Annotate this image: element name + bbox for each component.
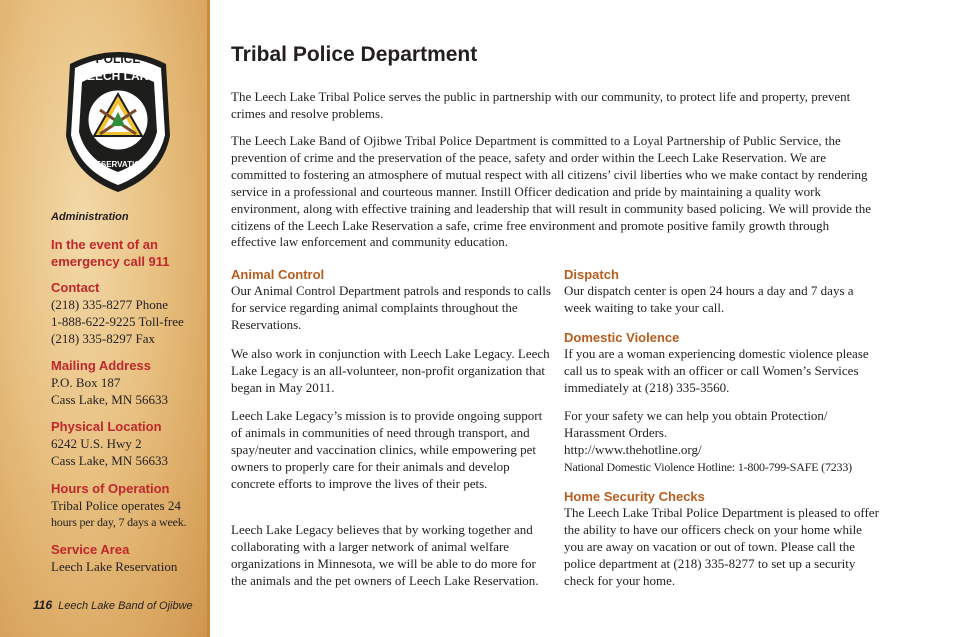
hours-block [51, 480, 209, 531]
section-label: Administration [51, 211, 129, 223]
domestic-violence-heading: Domestic Violence [564, 330, 680, 345]
physical-line-2: Cass Lake, MN 56633 [51, 453, 168, 468]
hotline-url[interactable]: http://www.thehotline.org/ [564, 442, 702, 457]
hours-heading: Hours of Operation [51, 481, 170, 496]
service-area-block [51, 541, 209, 575]
hours-line-2: hours per day, 7 days a week. [51, 515, 187, 529]
home-security-text: The Leech Lake Tribal Police Department is pleased to offer the ability to have our officers check on your home while you are away on vacation or out of town. Please call the police department at (218) 335-8277 to set up a security check for your home. [564, 505, 879, 588]
domestic-violence-section [564, 329, 884, 397]
protection-orders-text: For your safety we can help you obtain Protection/ Harassment Orders. [564, 408, 828, 440]
emergency-notice: In the event of an emergency call 911 [51, 237, 170, 269]
dispatch-heading: Dispatch [564, 267, 619, 282]
domestic-violence-text: If you are a woman experiencing domestic violence please call us to speak with an officer or call Women’s Services immediately at (218) 335-3560. [564, 346, 869, 395]
page-number: 116 [33, 598, 53, 612]
badge-middle-text: LEECH LAKE [79, 69, 157, 83]
publication-name: Leech Lake Band of Ojibwe [58, 600, 193, 612]
dispatch-section [564, 266, 884, 317]
animal-control-paragraph-3: Leech Lake Legacy’s mission is to provide ongoing support of animals in communities of need through transport, and spay/neuter and vaccination clinics, while empowering pet owners to properly care for their animals and develop concrete efforts to improve the lives of their pets. [231, 408, 543, 491]
home-security-heading: Home Security Checks [564, 489, 705, 504]
home-security-section [564, 488, 884, 590]
contact-fax: (218) 335-8297 Fax [51, 331, 155, 346]
service-heading: Service Area [51, 542, 130, 557]
mailing-address-block [51, 357, 209, 408]
hotline-number: National Domestic Violence Hotline: 1-800-799-SAFE (7233) [564, 460, 852, 474]
physical-heading: Physical Location [51, 419, 162, 434]
contact-tollfree: 1-888-622-9225 Toll-free [51, 314, 184, 329]
dispatch-text: Our dispatch center is open 24 hours a day and 7 days a week waiting to take your call. [564, 283, 854, 315]
contact-block [51, 279, 209, 347]
badge-top-text: POLICE [95, 52, 141, 66]
page-footer [33, 598, 193, 612]
animal-control-heading: Animal Control [231, 267, 325, 282]
animal-control-paragraph-4: Leech Lake Legacy believes that by working together and collaborating with a larger network of animal welfare organizations in Minnesota, we will be able to do more for the animals and the pet owners of Leech Lake Reservation. [231, 522, 539, 588]
service-line-1: Leech Lake Reservation [51, 559, 178, 574]
contact-heading: Contact [51, 280, 100, 295]
physical-line-1: 6242 U.S. Hwy 2 [51, 436, 142, 451]
animal-control-paragraph-2: We also work in conjunction with Leech Lake Legacy. Leech Lake Legacy is an all-volunteer, non-profit organization that began in May 2011. [231, 346, 550, 395]
intro-paragraph-1: The Leech Lake Tribal Police serves the public in partnership with our community, to protect life and property, prevent crimes and resolve problems. [231, 89, 851, 121]
contact-phone: (218) 335-8277 Phone [51, 297, 168, 312]
mailing-line-1: P.O. Box 187 [51, 375, 121, 390]
animal-control-paragraph-1: Our Animal Control Department patrols and responds to calls for service regarding animal complaints throughout the Reservations. [231, 283, 551, 332]
left-column [231, 266, 551, 334]
mailing-line-2: Cass Lake, MN 56633 [51, 392, 168, 407]
intro-paragraph-2: The Leech Lake Band of Ojibwe Tribal Police Department is committed to a Loyal Partnership of Public Service, the prevention of crime and the preservation of the peace, safety and order within the Leech Lake Reservation. We are committed to fostering an atmosphere of mutual respect with all citizens’ civil liberties who we make contact by rendering service in a professional and courteous manner. Instill Officer dedication and pride by maintaining a quality work environment, along with effective training and leadership that will result in community based policing. We will provide the citizens of the Leech Lake Reservation a safe, crime free environment and promote positive family growth through effective law enforcement and community education. [231, 133, 872, 250]
sidebar [0, 0, 210, 637]
page-title: Tribal Police Department [231, 43, 478, 66]
physical-location-block [51, 418, 209, 469]
mailing-heading: Mailing Address [51, 358, 151, 373]
police-badge-logo [62, 44, 174, 194]
badge-bottom-text: RESERVATION [89, 160, 147, 169]
hours-line-1: Tribal Police operates 24 [51, 498, 181, 513]
